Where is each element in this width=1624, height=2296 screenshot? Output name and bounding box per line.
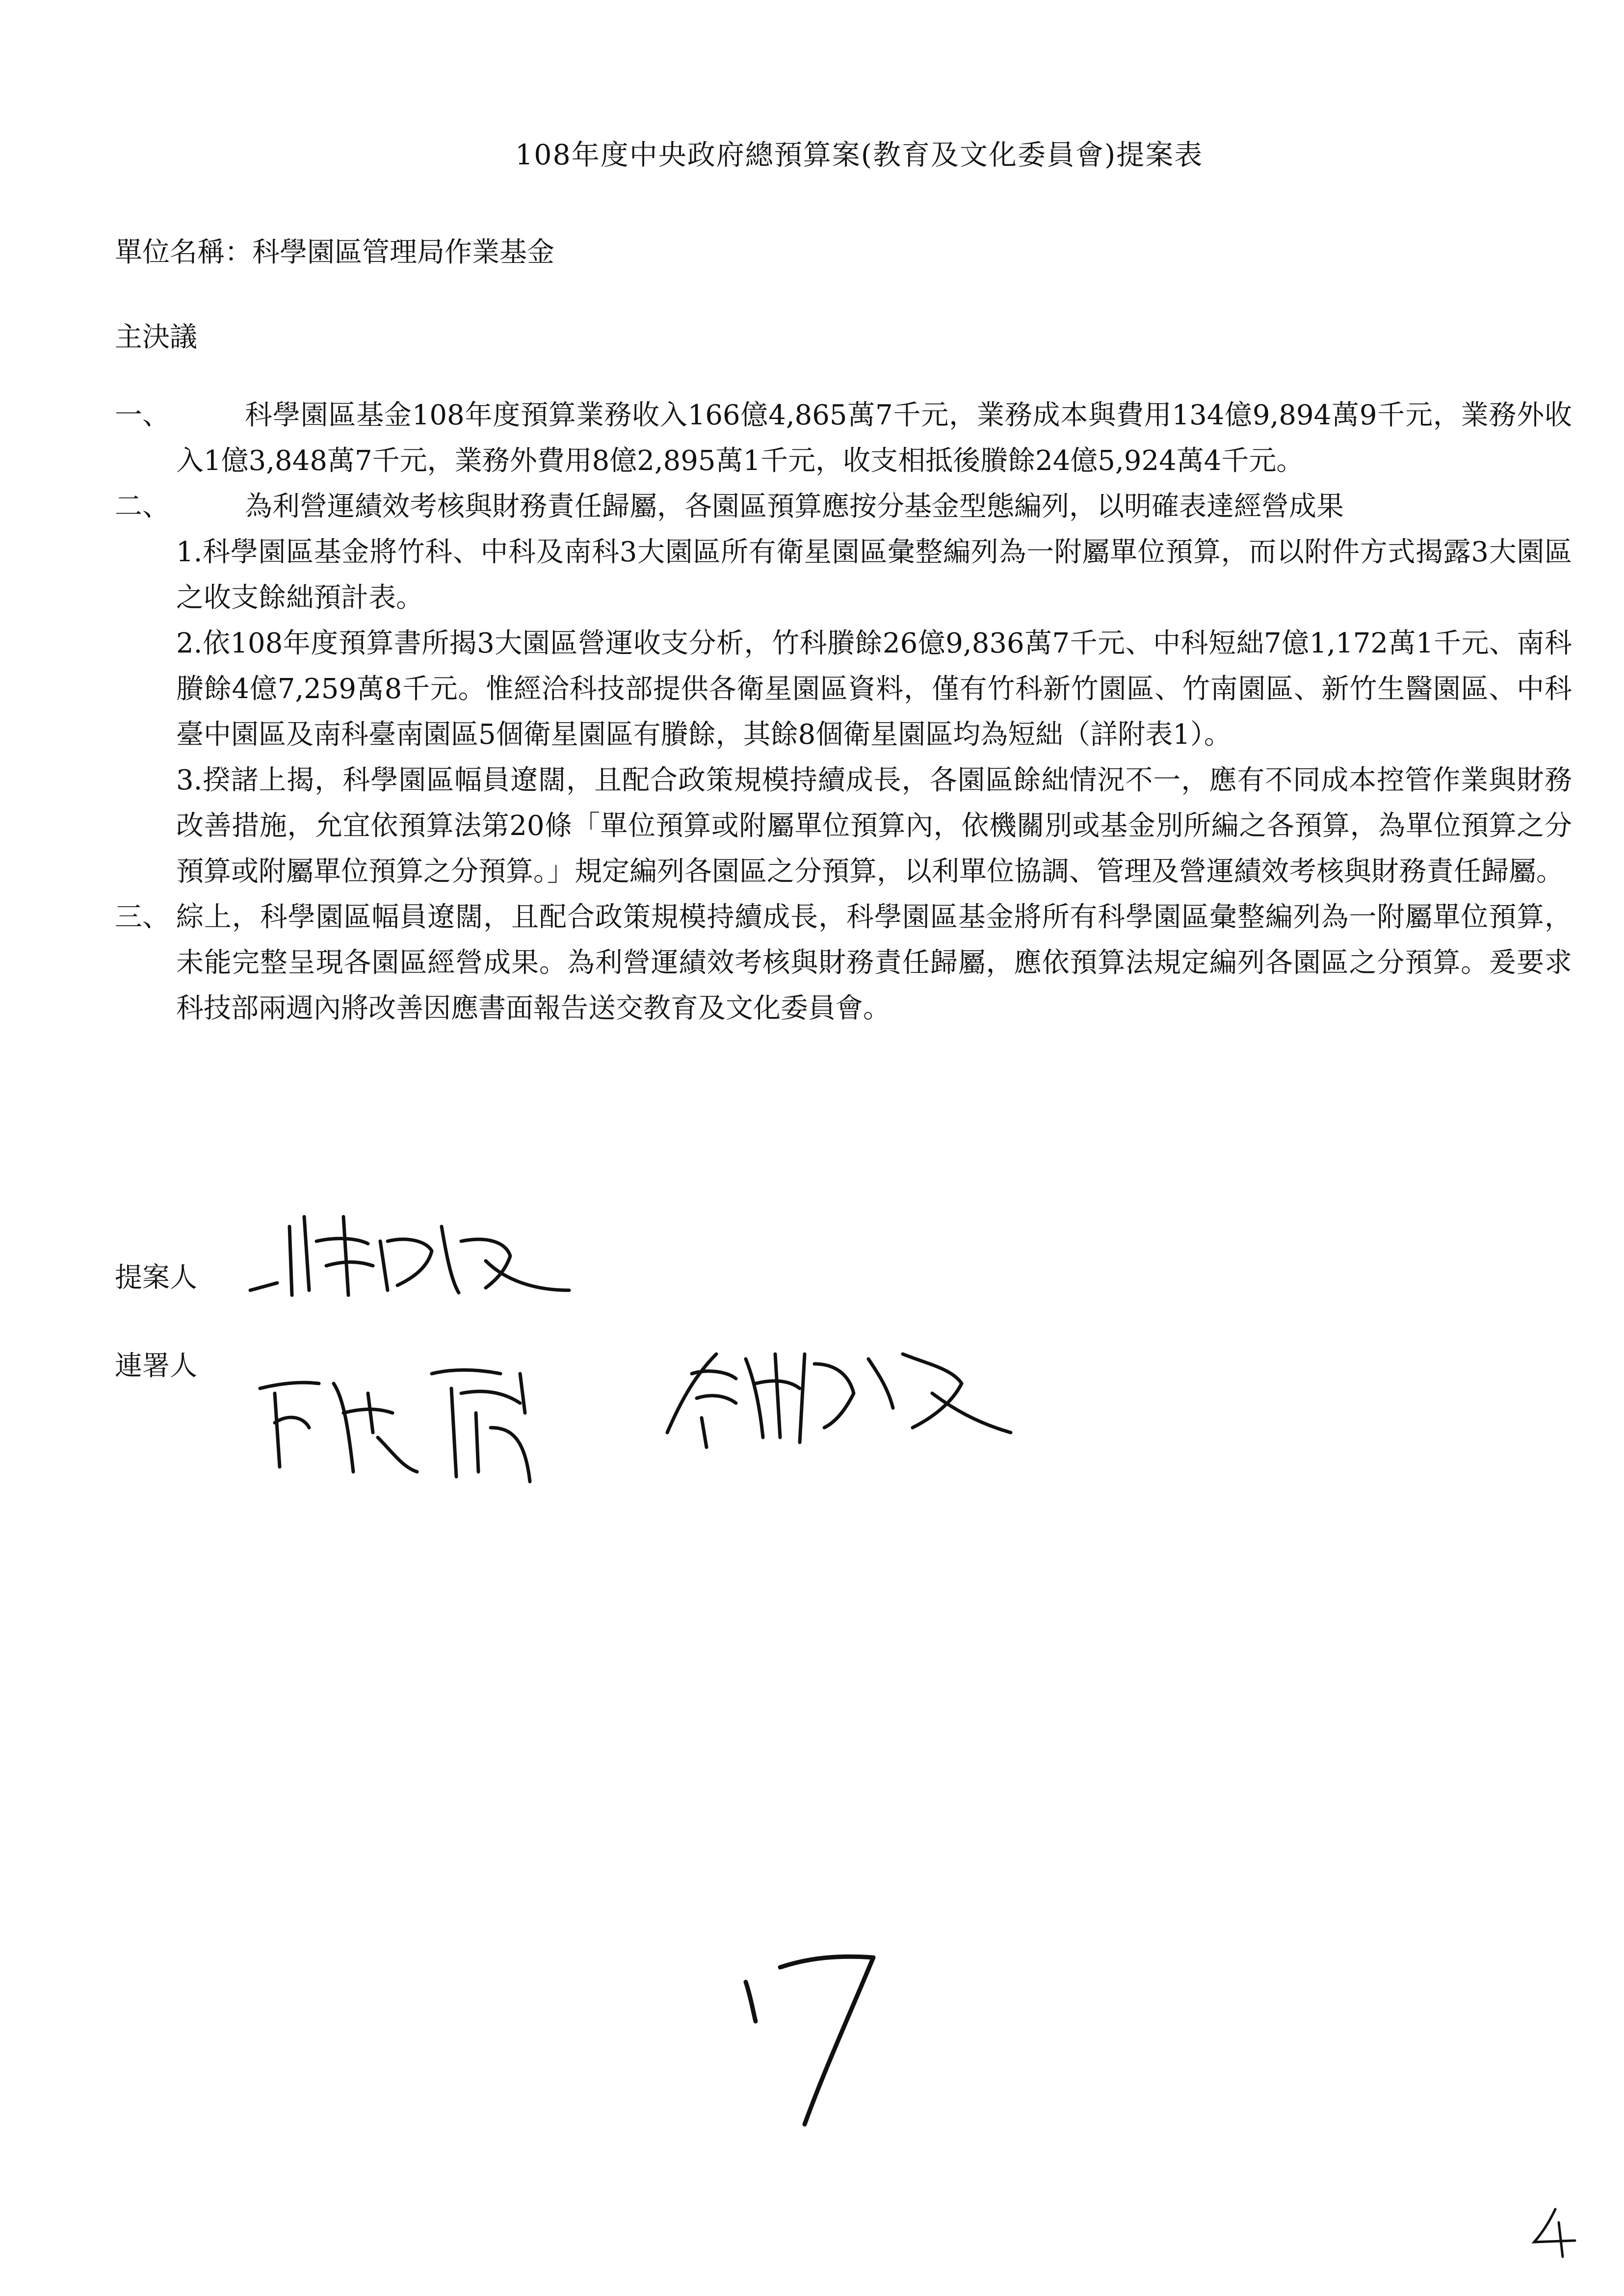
resolution-heading: 主決議	[115, 321, 197, 353]
proposer-signature	[231, 1197, 574, 1310]
cosigner-signature-1	[245, 1354, 599, 1501]
section-content	[176, 484, 1572, 894]
paragraph: 綜上，科學園區幅員遼闊，且配合政策規模持續成長，科學園區基金將所有科學園區彙整編列為一附屬單位預算，未能完整呈現各園區經營成果。為利營運績效考核與財務責任歸屬，應依預算法規定編列各園區之分預算。爰要求科技部兩週內將改善因應書面報告送交教育及文化委員會。	[176, 901, 1572, 1024]
paragraph: 科學園區基金108年度預算業務收入166億4,865萬7千元，業務成本與費用134億9,894萬9千元，業務外收入1億3,848萬7千元，業務外費用8億2,895萬1千元，收支相抵後賸餘24億5,924萬4千元。	[176, 399, 1572, 477]
section-3	[115, 894, 1572, 1031]
paragraph: 3.揆諸上揭，科學園區幅員遼闊，且配合政策規模持續成長，各園區餘絀情況不一，應有不同成本控管作業與財務改善措施，允宜依預算法第20條「單位預算或附屬單位預算內，依機關別或基金別所編之各預算，為單位預算之分預算或附屬單位預算之分預算。」規定編列各園區之分預算，以利單位協調、管理及營運績效考核與財務責任歸屬。	[176, 764, 1572, 887]
section-content	[176, 894, 1572, 1031]
paragraph: 2.依108年度預算書所揭3大園區營運收支分析，竹科賸餘26億9,836萬7千元、中科短絀7億1,172萬1千元、南科賸餘4億7,259萬8千元。惟經洽科技部提供各衛星園區資料，僅有竹科新竹園區、竹南園區、新竹生醫園區、中科臺中園區及南科臺南園區5個衛星園區有賸餘，其餘8個衛星園區均為短絀（詳附表1）。	[176, 627, 1572, 751]
section-marker: 三、	[115, 901, 170, 933]
corner-page-number	[1528, 2205, 1582, 2259]
section-1	[115, 392, 1572, 484]
proposer-label: 提案人	[115, 1262, 197, 1294]
document-title: 108年度中央政府總預算案(教育及文化委員會)提案表	[515, 139, 1204, 171]
handwritten-page-number	[726, 1928, 893, 2134]
paragraph: 為利營運績效考核與財務責任歸屬，各園區預算應按分基金型態編列，以明確表達經營成果	[245, 491, 1344, 522]
unit-name: 單位名稱：科學園區管理局作業基金	[115, 236, 554, 268]
paragraph: 1.科學園區基金將竹科、中科及南科3大園區所有衛星園區彙整編列為一附屬單位預算，而以附件方式揭露3大園區之收支餘絀預計表。	[176, 536, 1572, 614]
cosigner-label: 連署人	[115, 1350, 197, 1382]
section-content	[176, 392, 1572, 484]
section-marker: 二、	[115, 491, 170, 522]
cosigner-signature-2	[657, 1325, 1021, 1472]
section-2	[115, 484, 1572, 894]
resolution-body	[115, 392, 1572, 1031]
section-marker: 一、	[115, 399, 170, 431]
